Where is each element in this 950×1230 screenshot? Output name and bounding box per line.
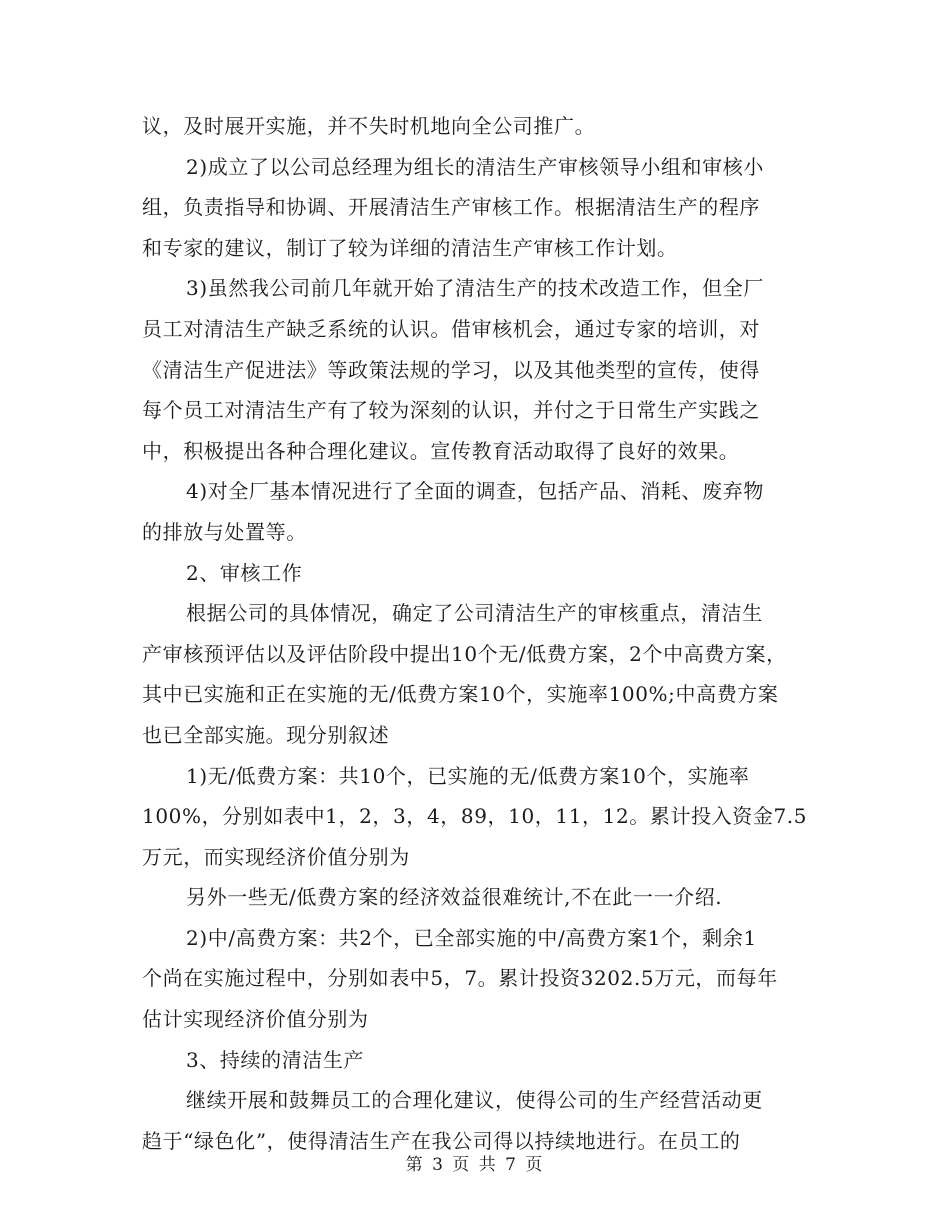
text-line: 2、审核工作 [186, 560, 303, 585]
text-line: 另外一些无/低费方案的经济效益很难统计,不在此一一介绍. [186, 885, 723, 910]
text-line: 的排放与处置等。 [142, 519, 307, 544]
document-body [142, 106, 810, 1161]
text-line: 100%，分别如表中1，2，3，4，89，10，11，12。累计投入资金7.5 [142, 804, 808, 829]
text-line: 组，负责指导和协调、开展清洁生产审核工作。根据清洁生产的程序 [142, 195, 760, 220]
text-line: 4)对全厂基本情况进行了全面的调查，包括产品、消耗、废弃物 [186, 479, 764, 504]
text-line: 每个员工对清洁生产有了较为深刻的认识，并付之于日常生产实践之 [142, 398, 760, 423]
text-line: 万元，而实现经济价值分别为 [142, 844, 410, 869]
text-line: 和专家的建议，制订了较为详细的清洁生产审核工作计划。 [142, 235, 678, 260]
text-line: 3)虽然我公司前几年就开始了清洁生产的技术改造工作，但全厂 [186, 276, 764, 301]
text-line: 1)无/低费方案：共10个，已实施的无/低费方案10个，实施率 [186, 763, 750, 788]
page-number-footer: 第 3 页 共 7 页 [405, 1155, 545, 1175]
text-line: 估计实现经济价值分别为 [142, 1007, 369, 1032]
text-line: 根据公司的具体情况，确定了公司清洁生产的审核重点，清洁生 [186, 601, 763, 626]
text-line: 其中已实施和正在实施的无/低费方案10个，实施率100%;中高费方案 [142, 682, 779, 707]
text-line: 3、持续的清洁生产 [186, 1047, 365, 1072]
text-line: 《清洁生产促进法》等政策法规的学习，以及其他类型的宣传，使得 [142, 357, 760, 382]
text-line: 员工对清洁生产缺乏系统的认识。借审核机会，通过专家的培训，对 [142, 316, 760, 341]
text-line: 2)中/高费方案：共2个，已全部实施的中/高费方案1个，剩余1 [186, 925, 757, 950]
text-line: 继续开展和鼓舞员工的合理化建议，使得公司的生产经营活动更 [186, 1088, 763, 1113]
text-line: 趋于“绿色化”，使得清洁生产在我公司得以持续地进行。在员工的 [142, 1128, 741, 1153]
text-line: 议，及时展开实施，并不失时机地向全公司推广。 [142, 114, 596, 138]
text-line: 2)成立了以公司总经理为组长的清洁生产审核领导小组和审核小 [186, 154, 764, 179]
text-line: 也已全部实施。现分别叙述 [142, 722, 390, 747]
text-line: 中，积极提出各种合理化建议。宣传教育活动取得了良好的效果。 [142, 438, 740, 463]
text-line: 个尚在实施过程中，分别如表中5，7。累计投资3202.5万元，而每年 [142, 966, 778, 991]
text-line: 产审核预评估以及评估阶段中提出10个无/低费方案，2个中高费方案， [142, 641, 787, 666]
